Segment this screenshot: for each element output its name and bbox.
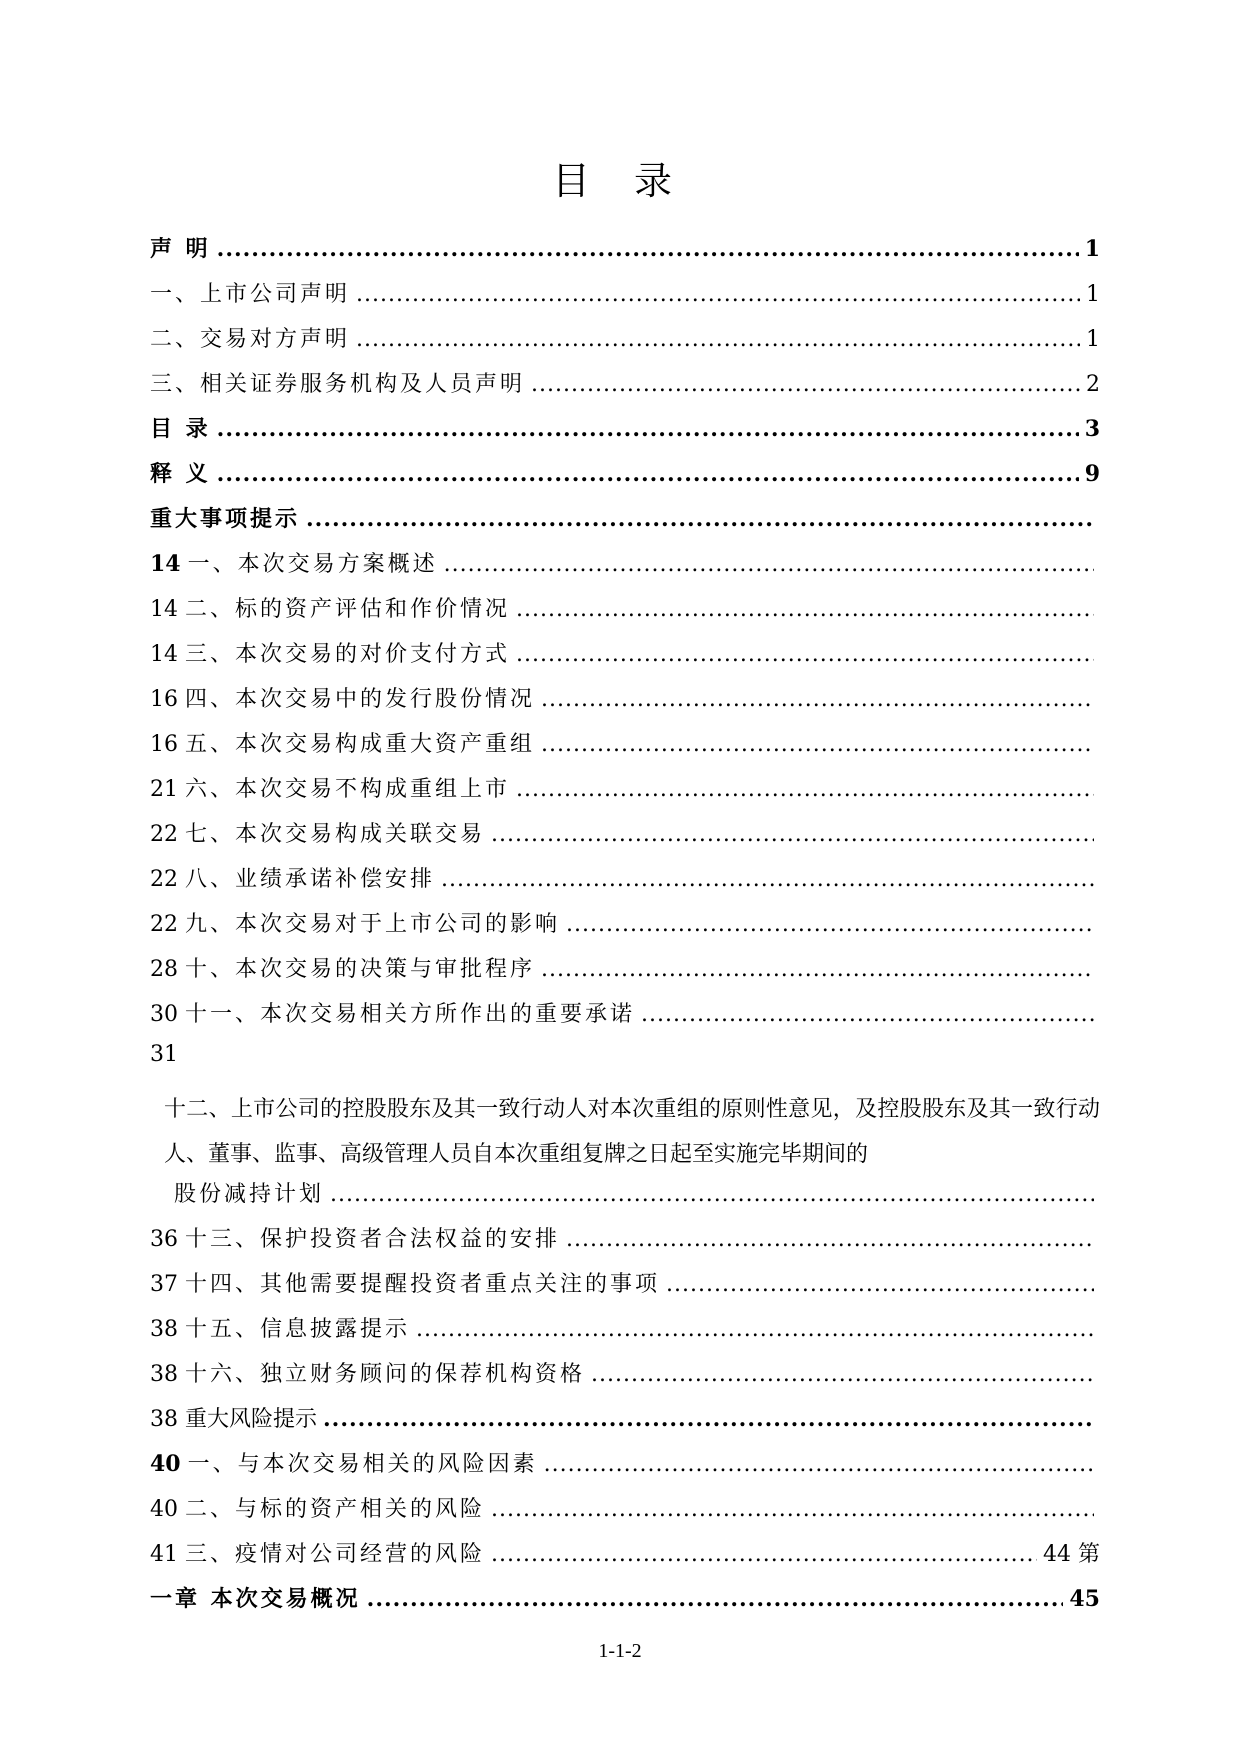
- toc-entry[interactable]: [150, 232, 1100, 277]
- dot-leader: [323, 1406, 1094, 1432]
- toc-page-number: 21: [150, 777, 178, 802]
- page-title: 目 录: [551, 159, 689, 203]
- toc-page-number: 3: [1084, 416, 1100, 442]
- dot-leader: [217, 416, 1079, 442]
- toc-entry[interactable]: [150, 772, 1100, 817]
- toc-page-number: 44 第: [1043, 1542, 1100, 1567]
- toc-entry[interactable]: [150, 322, 1100, 367]
- toc-page-number: 9: [1084, 461, 1100, 487]
- toc-page-number: 1: [1084, 236, 1100, 262]
- dot-leader: [566, 1227, 1094, 1252]
- dot-leader: [491, 822, 1094, 847]
- toc-entry-label: 一、本次交易方案概述: [187, 552, 438, 577]
- dot-leader: [306, 506, 1094, 532]
- toc-entry[interactable]: [150, 412, 1100, 457]
- toc-entry-label: 九、本次交易对于上市公司的影响: [185, 912, 561, 937]
- toc-entry-label: 三、相关证券服务机构及人员声明: [150, 372, 526, 397]
- toc-page-number: 22: [150, 912, 178, 937]
- toc-entry-label: 八、业绩承诺补偿安排: [185, 867, 436, 892]
- dot-leader: [330, 1182, 1094, 1207]
- toc-entry[interactable]: [150, 1447, 1100, 1492]
- toc-entry-label: 五、本次交易构成重大资产重组: [185, 732, 536, 757]
- toc-entry[interactable]: [150, 1402, 1100, 1447]
- toc-entry[interactable]: [150, 862, 1100, 907]
- toc-page-number: 38: [150, 1317, 178, 1342]
- toc-page-number: 38: [150, 1407, 178, 1432]
- toc-entry[interactable]: [150, 637, 1100, 682]
- dot-leader: [491, 1497, 1094, 1522]
- toc-page-number: 40: [150, 1451, 181, 1477]
- toc-entry-label: 二、标的资产评估和作价情况: [185, 597, 511, 622]
- toc-entry-label: 目 录: [150, 416, 211, 442]
- toc-entry[interactable]: [150, 952, 1100, 997]
- toc-page-number: 30: [150, 1002, 178, 1027]
- toc-page-number: 41: [150, 1542, 178, 1567]
- toc-entry-label: 十三、保护投资者合法权益的安排: [185, 1227, 561, 1252]
- toc-entry[interactable]: [150, 817, 1100, 862]
- dot-leader: [531, 372, 1080, 397]
- dot-leader: [516, 777, 1094, 802]
- toc-entry-label: 股份减持计划: [174, 1182, 325, 1207]
- toc-page-number: 38: [150, 1362, 178, 1387]
- toc-page-number: 16: [150, 687, 178, 712]
- dot-leader: [541, 957, 1094, 982]
- dot-leader: [516, 642, 1094, 667]
- dot-leader: [217, 236, 1079, 262]
- toc-entry[interactable]: [150, 997, 1100, 1042]
- table-of-contents: [150, 232, 1100, 1627]
- toc-entry[interactable]: [150, 1312, 1100, 1357]
- dot-leader: [356, 282, 1080, 307]
- toc-page-number: 36: [150, 1227, 178, 1252]
- toc-entry[interactable]: [150, 907, 1100, 952]
- toc-entry-label: 六、本次交易不构成重组上市: [185, 777, 511, 802]
- dot-leader: [416, 1317, 1094, 1342]
- toc-entry-label: 一章 本次交易概况: [150, 1586, 361, 1612]
- toc-page-number: 31: [150, 1042, 178, 1067]
- toc-page-number: 14: [150, 597, 178, 622]
- toc-entry[interactable]: [150, 1537, 1100, 1582]
- toc-page-number: 14: [150, 551, 181, 577]
- toc-entry-label: 四、本次交易中的发行股份情况: [185, 687, 536, 712]
- toc-entry[interactable]: [150, 502, 1100, 547]
- toc-page-number: 28: [150, 957, 178, 982]
- toc-entry[interactable]: [150, 367, 1100, 412]
- dot-leader: [541, 732, 1094, 757]
- toc-page-number: 45: [1069, 1586, 1100, 1612]
- toc-entry[interactable]: [150, 1267, 1100, 1312]
- dot-leader: [541, 687, 1094, 712]
- toc-entry[interactable]: [150, 1357, 1100, 1402]
- toc-entry-label: 重大事项提示: [150, 506, 301, 532]
- toc-entry[interactable]: [150, 457, 1100, 502]
- toc-entry-label: 十六、独立财务顾问的保荐机构资格: [185, 1362, 586, 1387]
- dot-leader: [516, 597, 1094, 622]
- toc-page-number: 1: [1086, 282, 1100, 307]
- toc-entry[interactable]: [150, 727, 1100, 772]
- toc-entry[interactable]: [150, 1582, 1100, 1627]
- toc-entry-label: 重大风险提示: [185, 1407, 318, 1432]
- toc-entry[interactable]: [150, 547, 1100, 592]
- toc-entry-label: 十一、本次交易相关方所作出的重要承诺: [185, 1002, 636, 1027]
- dot-leader: [356, 327, 1080, 352]
- dot-leader: [217, 461, 1079, 487]
- toc-entry-label: 二、与标的资产相关的风险: [185, 1497, 486, 1522]
- toc-entry[interactable]: [150, 1222, 1100, 1267]
- toc-entry[interactable]: [150, 1042, 1100, 1087]
- toc-entry[interactable]: [150, 682, 1100, 727]
- toc-entry-label: 一、与本次交易相关的风险因素: [187, 1452, 538, 1477]
- toc-page-number: 40: [150, 1497, 178, 1522]
- toc-entry[interactable]: [150, 1492, 1100, 1537]
- toc-page-number: 1: [1086, 327, 1100, 352]
- toc-page-number: 16: [150, 732, 178, 757]
- dot-leader: [441, 867, 1094, 892]
- toc-entry-label: 二、交易对方声明: [150, 327, 351, 352]
- dot-leader: [566, 912, 1094, 937]
- toc-entry-label: 十四、其他需要提醒投资者重点关注的事项: [185, 1272, 661, 1297]
- toc-page-number: 14: [150, 642, 178, 667]
- dot-leader: [491, 1542, 1037, 1567]
- toc-entry-label: 十五、信息披露提示: [185, 1317, 411, 1342]
- toc-entry-label: 三、本次交易的对价支付方式: [185, 642, 511, 667]
- dot-leader: [367, 1586, 1064, 1612]
- toc-entry-label: 七、本次交易构成关联交易: [185, 822, 486, 847]
- toc-page-number: 37: [150, 1272, 178, 1297]
- toc-entry-multiline[interactable]: [150, 1087, 1100, 1222]
- toc-entry[interactable]: [150, 277, 1100, 322]
- toc-entry-label: 十、本次交易的决策与审批程序: [185, 957, 536, 982]
- toc-entry-label: 十二、上市公司的控股股东及其一致行动人对本次重组的原则性意见，及控股股东及其一致行动人、董事、监事、高级管理人员自本次重组复牌之日起至实施完毕期间的: [164, 1097, 1100, 1167]
- toc-page-number: 22: [150, 822, 178, 847]
- toc-page-number: 22: [150, 867, 178, 892]
- dot-leader: [641, 1002, 1094, 1027]
- toc-entry[interactable]: [150, 592, 1100, 637]
- toc-page-number: 2: [1086, 372, 1100, 397]
- toc-entry-label: 声 明: [150, 236, 211, 262]
- toc-entry-label: 三、疫情对公司经营的风险: [185, 1542, 486, 1567]
- toc-entry-label: 释 义: [150, 461, 211, 487]
- toc-entry-label: 一、上市公司声明: [150, 282, 351, 307]
- dot-leader: [444, 552, 1094, 577]
- page-footer-number: 1-1-2: [598, 1640, 642, 1662]
- dot-leader: [591, 1362, 1094, 1387]
- dot-leader: [544, 1452, 1094, 1477]
- dot-leader: [666, 1272, 1094, 1297]
